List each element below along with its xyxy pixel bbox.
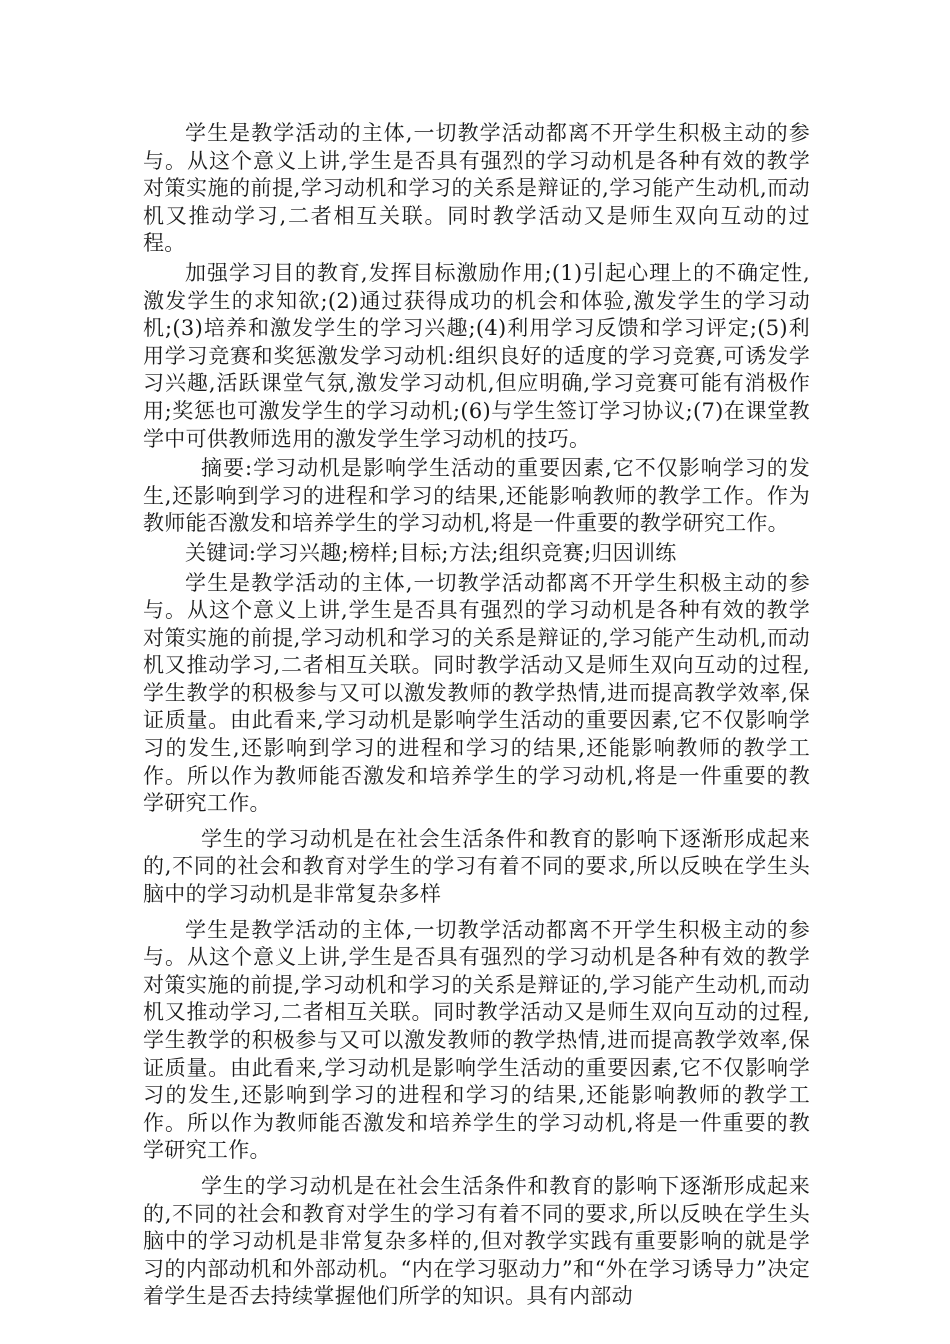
- paragraph-motivation-2: 学生的学习动机是在社会生活条件和教育的影响下逐渐形成起来的,不同的社会和教育对学生的学习有着不同的要求,所以反映在学生头脑中的学习动机是非常复杂多样的,但对教学实践有重要影响的就是学习的内部动机和外部动机。“内在学习驱动力”和“外在学习诱导力”决定着学生是否去持续掌握他们所学的知识。具有内部动: [143, 1173, 810, 1309]
- paragraph-motivation-1: 学生的学习动机是在社会生活条件和教育的影响下逐渐形成起来的,不同的社会和教育对学生的学习有着不同的要求,所以反映在学生头脑中的学习动机是非常复杂多样: [143, 826, 810, 907]
- paragraph-intro: 学生是教学活动的主体,一切教学活动都离不开学生积极主动的参与。从这个意义上讲,学生是否具有强烈的学习动机是各种有效的教学对策实施的前提,学习动机和学习的关系是辩证的,学习能产生动机,而动机又推动学习,二者相互关联。同时教学活动又是师生双向互动的过程。: [143, 121, 810, 256]
- document-body: [143, 120, 810, 1313]
- paragraph-body-2: 学生是教学活动的主体,一切教学活动都离不开学生积极主动的参与。从这个意义上讲,学生是否具有强烈的学习动机是各种有效的教学对策实施的前提,学习动机和学习的关系是辩证的,学习能产生动机,而动机又推动学习,二者相互关联。同时教学活动又是师生双向互动的过程,学生教学的积极参与又可以激发教师的教学热情,进而提高教学效率,保证质量。由此看来,学习动机是影响学生活动的重要因素,它不仅影响学习的发生,还影响到学习的进程和学习的结果,还能影响教师的教学工作。所以作为教师能否激发和培养学生的学习动机,将是一件重要的教学研究工作。: [143, 917, 810, 1163]
- paragraph-keywords: 关键词:学习兴趣;榜样;目标;方法;组织竞赛;归因训练: [185, 540, 677, 565]
- paragraph-abstract: 摘要:学习动机是影响学生活动的重要因素,它不仅影响学习的发生,还影响到学习的进程和学习的结果,还能影响教师的教学工作。作为教师能否激发和培养学生的学习动机,将是一件重要的教学研究工作。: [143, 456, 810, 536]
- paragraph-strategies: 加强学习目的教育,发挥目标激励作用;(1)引起心理上的不确定性,激发学生的求知欲;(2)通过获得成功的机会和体验,激发学生的学习动机;(3)培养和激发学生的学习兴趣;(4)利用学习反馈和学习评定;(5)利用学习竞赛和奖惩激发学习动机:组织良好的适度的学习竞赛,可诱发学习兴趣,活跃课堂气氛,激发学习动机,但应明确,学习竞赛可能有消极作用;奖惩也可激发学生的学习动机;(6)与学生签订学习协议;(7)在课堂教学中可供教师选用的激发学生学习动机的技巧。: [143, 260, 810, 451]
- paragraph-body-1: 学生是教学活动的主体,一切教学活动都离不开学生积极主动的参与。从这个意义上讲,学生是否具有强烈的学习动机是各种有效的教学对策实施的前提,学习动机和学习的关系是辩证的,学习能产生动机,而动机又推动学习,二者相互关联。同时教学活动又是师生双向互动的过程,学生教学的积极参与又可以激发教师的教学热情,进而提高教学效率,保证质量。由此看来,学习动机是影响学生活动的重要因素,它不仅影响学习的发生,还影响到学习的进程和学习的结果,还能影响教师的教学工作。所以作为教师能否激发和培养学生的学习动机,将是一件重要的教学研究工作。: [143, 570, 810, 816]
